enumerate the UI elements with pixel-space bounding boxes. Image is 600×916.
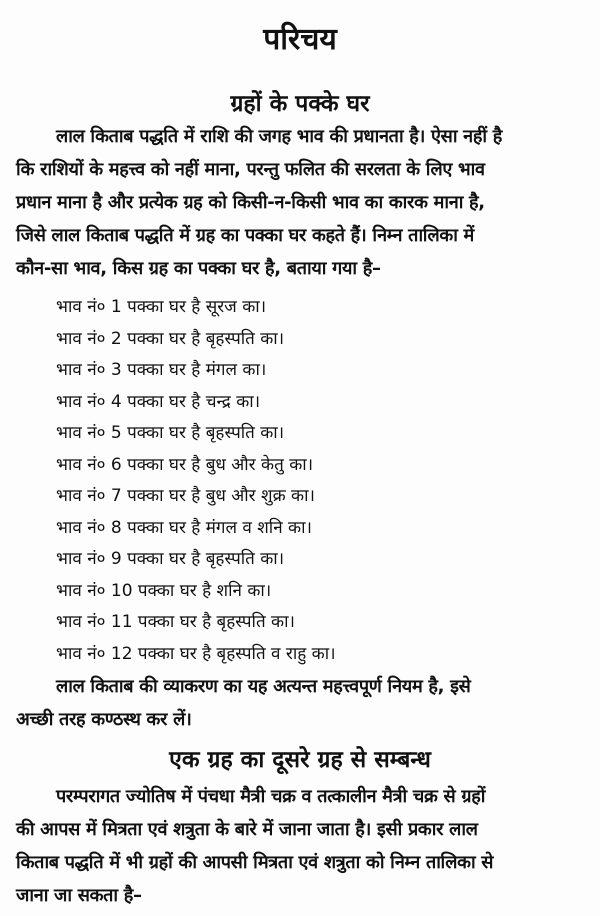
- closing-paragraph: [16, 670, 588, 736]
- list-item: भाव नं० 1 पक्का घर है सूरज का।: [56, 297, 267, 317]
- paragraph-line: लाल किताब की व्याकरण का यह अत्यन्त महत्त्वपूर्ण नियम है, इसे: [56, 676, 471, 697]
- paragraph-line: जाना जा सकता है–: [16, 885, 142, 906]
- section-heading-pakke-ghar: ग्रहों के पक्के घर: [230, 91, 370, 117]
- list-item: भाव नं० 6 पक्का घर है बुध और केतु का।: [56, 454, 314, 475]
- list-item: भाव नं० 8 पक्का घर है मंगल व शनि का।: [56, 517, 312, 538]
- list-item: भाव नं० 2 पक्का घर है बृहस्पति का।: [56, 328, 285, 349]
- paragraph-line: कौन-सा भाव, किस ग्रह का पक्का घर है, बताया गया है–: [16, 258, 381, 279]
- section-heading-graha-sambandh: एक ग्रह का दूसरे ग्रह से सम्बन्ध: [169, 747, 431, 773]
- intro-paragraph: [16, 120, 588, 285]
- list-item: भाव नं० 7 पक्का घर है बुध और शुक्र का।: [56, 486, 315, 506]
- list-item: भाव नं० 9 पक्का घर है बृहस्पति का।: [56, 549, 285, 569]
- paragraph-line: प्रधान माना है और प्रत्येक ग्रह को किसी-न-किसी भाव का कारक माना है,: [16, 192, 485, 213]
- paragraph-line: किताब पद्धति में भी ग्रहों की आपसी मित्रता एवं शत्रुता को निम्न तालिका से: [16, 852, 494, 873]
- list-item: भाव नं० 4 पक्का घर है चन्द्र का।: [56, 391, 261, 412]
- house-list: [56, 292, 576, 670]
- paragraph-line: जिसे लाल किताब पद्धति में ग्रह का पक्का घर कहते हैं। निम्न तालिका में: [16, 225, 474, 246]
- list-item: भाव नं० 10 पक्का घर है शनि का।: [56, 580, 272, 601]
- list-item: भाव नं० 12 पक्का घर है बृहस्पति व राहु का।: [56, 643, 336, 664]
- relationship-paragraph: [16, 780, 588, 912]
- list-item: भाव नं० 5 पक्का घर है बृहस्पति का।: [56, 423, 285, 443]
- paragraph-line: परम्परागत ज्योतिष में पंचधा मैत्री चक्र व तत्कालीन मैत्री चक्र से ग्रहों: [56, 786, 486, 807]
- page-title: परिचय: [263, 22, 337, 57]
- paragraph-line: कि राशियों के महत्त्व को नहीं माना, परन्तु फलित की सरलता के लिए भाव: [16, 159, 485, 180]
- list-item: भाव नं० 3 पक्का घर है मंगल का।: [56, 360, 267, 380]
- paragraph-line: अच्छी तरह कण्ठस्थ कर लें।: [16, 709, 192, 730]
- list-item: भाव नं० 11 पक्का घर है बृहस्पति का।: [56, 612, 295, 632]
- paragraph-line: लाल किताब पद्धति में राशि की जगह भाव की प्रधानता है। ऐसा नहीं है: [56, 126, 502, 147]
- paragraph-line: की आपस में मित्रता एवं शत्रुता के बारे में जाना जाता है। इसी प्रकार लाल: [16, 819, 478, 840]
